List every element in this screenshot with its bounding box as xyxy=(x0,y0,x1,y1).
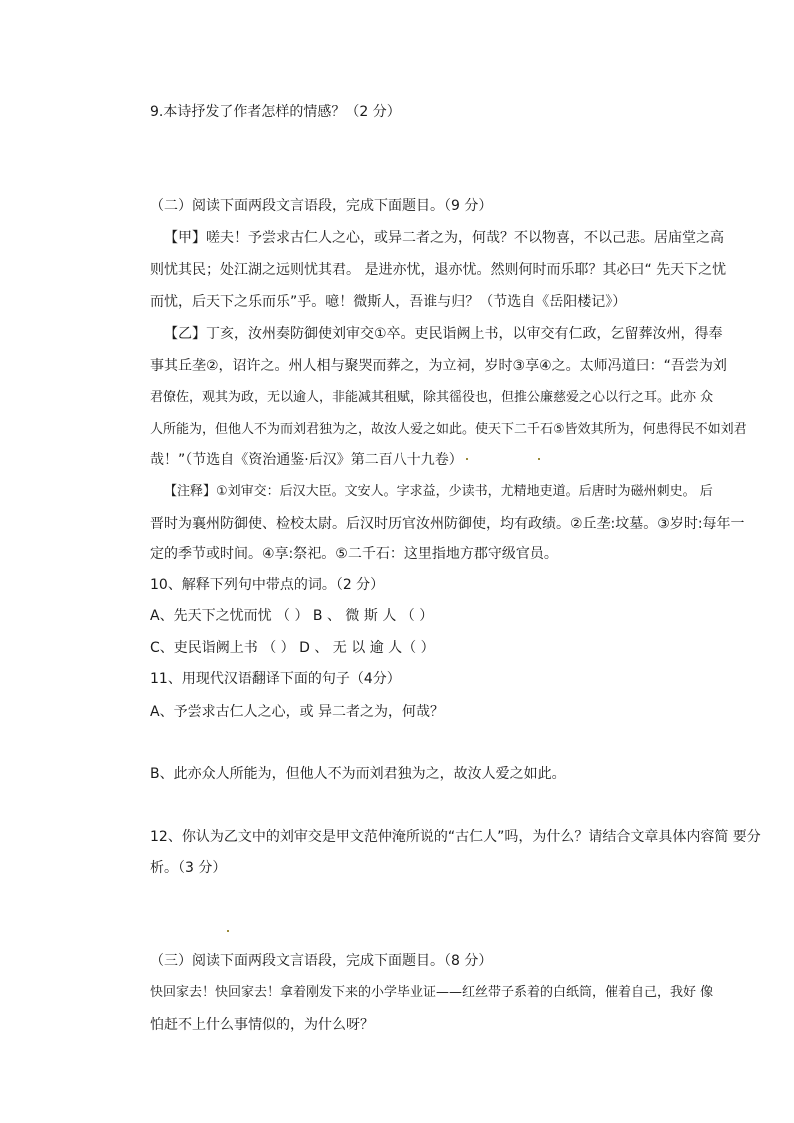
section-3-heading: （三）阅读下面两段文言语段，完成下面题目。（8 分） xyxy=(150,953,493,969)
notes-line-2: 晋时为襄州防御使、检校太尉。后汉时历官汝州防御使，均有政绩。②丘垄:坟墓。③岁时:每年一 xyxy=(150,516,745,532)
passage-yi-line-1: 【乙】丁亥，汝州奏防御使刘审交①卒。吏民诣阙上书，以审交有仁政，乞留葬汝州，得奉 xyxy=(164,326,723,342)
notes-line-3: 定的季节或时间。④享:祭祀。⑤二千石：这里指地方郡守级官员。 xyxy=(150,546,558,562)
passage-yi-line-4: 人所能为，但他人不为而刘君独为之，故汝人爱之如此。使天下二千石⑤皆效其所为，何患得民不如刘君 xyxy=(150,422,747,437)
passage-jia-line-3: 而忧，后天下之乐而乐”乎。噫！微斯人，吾谁与归？（节选自《岳阳楼记》） xyxy=(150,294,627,310)
passage-yi-line-3: 君僚佐，观其为政，无以逾人，非能减其租赋，除其徭役也，但推公廉慈爱之心以行之耳。此亦 众 xyxy=(150,390,714,405)
question-10-row-1: A、先天下之忧而忧 （ ） B 、 微 斯 人 （ ） xyxy=(150,608,434,624)
passage-yi-line-2: 事其丘垄②，诏许之。州人相与聚哭而葬之，为立祠，岁时③享④之。太师冯道曰：“吾尝为刘 xyxy=(150,358,727,374)
notes-line-1: 【注释】①刘审交：后汉大臣。文安人。字求益，少读书，尤精地吏道。后唐时为磁州刺史。 后 xyxy=(164,484,713,499)
question-11-a: A、予尝求古仁人之心，或 异二者之为，何哉？ xyxy=(150,704,445,720)
question-9: 9.本诗抒发了作者怎样的情感？（2 分） xyxy=(150,104,401,120)
question-10-row-2: C、吏民诣阙上书 （ ） D 、 无 以 逾 人（ ） xyxy=(150,640,435,656)
passage-jia-line-2: 则忧其民；处江湖之远则忧其君。 是进亦忧，退亦忧。然则何时而乐耶？其必曰“ 先天下之忧 xyxy=(150,262,727,278)
stray-mark xyxy=(538,458,540,460)
stray-mark xyxy=(227,930,229,932)
question-11-b: B、此亦众人所能为，但他人不为而刘君独为之，故汝人爱之如此。 xyxy=(150,766,566,782)
section-3-line-1: 快回家去！快回家去！拿着刚发下来的小学毕业证——红丝带子系着的白纸筒，催着自己，我好 像 xyxy=(150,985,714,1000)
question-10-title: 10、解释下列句中带点的词。（2 分） xyxy=(150,577,385,593)
section-3-line-2: 怕赶不上什么事情似的，为什么呀？ xyxy=(150,1017,374,1033)
section-2-heading: （二）阅读下面两段文言语段，完成下面题目。（9 分） xyxy=(150,198,493,214)
passage-yi-line-5: 哉！”（节选自《资治通鉴·后汉》第二百八十九卷） xyxy=(150,452,463,468)
passage-jia-line-1: 【甲】嗟夫！予尝求古仁人之心，或异二者之为，何哉？不以物喜，不以己悲。居庙堂之高 xyxy=(164,230,724,246)
question-12-line-1: 12、你认为乙文中的刘审交是甲文范仲淹所说的“古仁人”吗，为什么？请结合文章具体内容简 要分 xyxy=(150,829,761,845)
stray-mark xyxy=(466,458,468,460)
question-11-title: 11、用现代汉语翻译下面的句子（4分） xyxy=(150,671,401,687)
question-12-line-2: 析。（3 分） xyxy=(150,860,227,876)
